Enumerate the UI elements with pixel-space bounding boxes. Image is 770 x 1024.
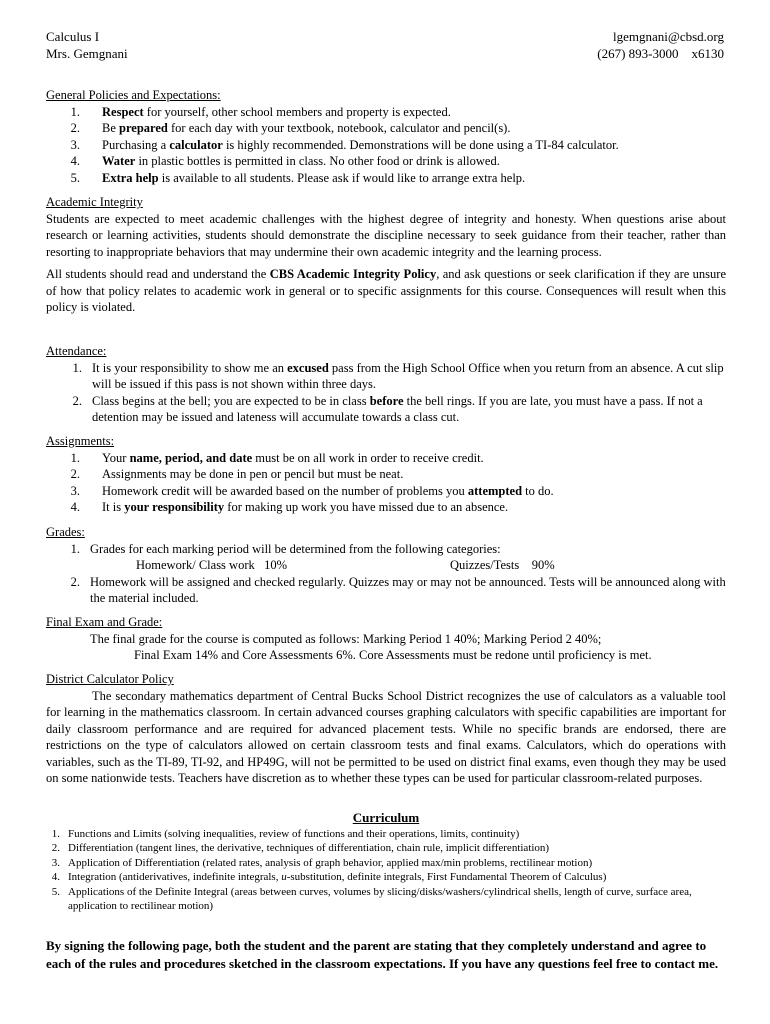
list-item bbox=[46, 360, 726, 393]
integrity-heading: Academic Integrity bbox=[46, 195, 143, 209]
list-item-text bbox=[68, 842, 549, 854]
list-item-text-pre: Purchasing a bbox=[102, 137, 170, 152]
list-item bbox=[46, 499, 726, 516]
calculator-section bbox=[46, 671, 726, 787]
grades-item-2-text: Homework will be assigned and checked regularly. Quizzes may or may not be announced. Tests will be announced along with the material included. bbox=[90, 574, 726, 605]
list-item-text bbox=[102, 154, 500, 168]
header-right bbox=[597, 28, 724, 62]
attendance-section bbox=[46, 343, 726, 426]
policies-list bbox=[46, 104, 726, 187]
closing-statement: By signing the following page, both the student and the parent are stating that they completely understand and agree to each of the rules and procedures sketched in the classroom expectations. If you have any questions feel free to contact me. bbox=[46, 938, 719, 971]
list-item-emphasis: excused bbox=[287, 360, 329, 375]
policies-heading: General Policies and Expectations: bbox=[46, 88, 221, 102]
final-line-1: The final grade for the course is computed as follows: Marking Period 1 40%; Marking Period 2 40%; bbox=[90, 631, 602, 646]
list-item bbox=[46, 120, 726, 137]
curriculum-section bbox=[46, 810, 726, 914]
list-item-text bbox=[102, 500, 508, 514]
list-item-text-rest: is highly recommended. Demonstrations will be done using a TI-84 calculator. bbox=[222, 137, 619, 152]
calculator-paragraph: The secondary mathematics department of Central Bucks School District recognizes the use of calculators as a valuable tool for learning in the mathematics classroom. In certain advanced courses graphing calculators with specific capabilities are important for daily classroom performance and are required for advanced placement tests. While no specific brands are endorsed, there are restrictions on the type of calculators allowed on certain classroom tests and final exams. Calculators, which do operations with variables, such as the TI-89, TI-92, and HP49G, will not be permitted to be used on district final exams, even though they may be used on some nationwide tests. Teachers have discretion as to whether these types can be used for particular classroom-related purposes. bbox=[46, 688, 726, 785]
list-item-number: 2. bbox=[72, 393, 82, 408]
list-item-number: 2. bbox=[70, 467, 80, 481]
list-item-text bbox=[102, 467, 403, 481]
list-item bbox=[46, 153, 726, 170]
list-item bbox=[46, 170, 726, 187]
final-section bbox=[46, 614, 726, 664]
list-item-text-pre: It is bbox=[102, 500, 125, 514]
attendance-heading: Attendance: bbox=[46, 344, 107, 358]
list-item bbox=[46, 483, 726, 500]
list-item-number: 5. bbox=[70, 170, 80, 185]
teacher-email: lgemgnani@cbsd.org bbox=[612, 29, 724, 44]
list-item-text-rest: for each day with your textbook, notebook, calculator and pencil(s). bbox=[167, 121, 511, 135]
grades-heading: Grades: bbox=[46, 525, 85, 539]
list-item-text bbox=[102, 138, 619, 152]
course-title: Calculus I bbox=[46, 29, 100, 44]
list-item-text-pre: Applications of the Definite Integral (areas between curves, volumes by slicing/disks/washers/cylindrical shells, length of curve, surface area, application to rectilinear motion) bbox=[68, 885, 692, 912]
grades-category-homework: Homework/ Class work 10% bbox=[136, 558, 288, 572]
list-item-text-rest: for making up work you have missed due to an absence. bbox=[224, 500, 509, 514]
curriculum-title: Curriculum bbox=[352, 810, 420, 825]
list-item-text-pre: Integration (antiderivatives, indefinite integrals, bbox=[68, 871, 282, 883]
teacher-name: Mrs. Gemgnani bbox=[46, 46, 128, 61]
calculator-heading: District Calculator Policy bbox=[46, 672, 174, 686]
list-item-emphasis: Extra help bbox=[102, 170, 159, 185]
integrity-paragraph-1: Students are expected to meet academic challenges with the highest degree of integrity and honesty. When questions arise about research or learning activities, students should demonstrate the discipline necessary to seek guidance from their teacher, rather than resorting to inappropriate behaviors that may undermine their own academic integrity and the learning process. bbox=[46, 211, 726, 259]
list-item-number: 4. bbox=[51, 871, 60, 883]
list-item-text-pre: Differentiation (tangent lines, the derivative, techniques of differentiation, chain rule, implicit differentiation) bbox=[68, 842, 550, 854]
curriculum-list bbox=[46, 827, 726, 914]
list-item-text bbox=[102, 451, 484, 465]
list-item-text-pre: Functions and Limits (solving inequalities, review of functions and their operations, limits, continuity) bbox=[68, 827, 520, 840]
list-item-number: 3. bbox=[70, 483, 80, 498]
list-item-text bbox=[92, 361, 724, 392]
teacher-phone: (267) 893-3000 x6130 bbox=[597, 46, 724, 61]
list-item-text-pre: It is your responsibility to show me an bbox=[92, 360, 288, 375]
grades-item-2 bbox=[46, 574, 726, 607]
policies-section bbox=[46, 87, 726, 186]
list-item-text bbox=[68, 871, 606, 883]
list-item-emphasis: attempted bbox=[467, 483, 523, 498]
list-item bbox=[46, 137, 726, 154]
grades-num-1: 1. bbox=[70, 541, 80, 556]
integrity-section bbox=[46, 194, 726, 316]
list-item bbox=[46, 841, 726, 856]
list-item-text bbox=[92, 394, 703, 425]
list-item bbox=[46, 827, 726, 842]
list-item-text bbox=[102, 484, 554, 498]
list-item-emphasis: before bbox=[369, 393, 404, 408]
list-item-text-pre: Be bbox=[102, 121, 120, 135]
list-item bbox=[46, 393, 726, 426]
list-item bbox=[46, 856, 726, 871]
list-item-text bbox=[102, 105, 451, 119]
grades-item-1 bbox=[46, 541, 726, 558]
list-item bbox=[46, 450, 726, 467]
list-item-emphasis: name, period, and date bbox=[129, 450, 253, 465]
list-item-text-pre: Assignments may be done in pen or pencil but must be neat. bbox=[102, 467, 404, 481]
list-item-text-rest: for yourself, other school members and property is expected. bbox=[143, 104, 451, 119]
list-item-text-rest: must be on all work in order to receive credit. bbox=[252, 450, 484, 465]
integrity-policy-name: CBS Academic Integrity Policy bbox=[269, 267, 437, 281]
grades-categories bbox=[46, 557, 726, 574]
list-item-text-rest: the bell rings. If you are late, you must have a pass. If not a detention may be issued and lateness will accumulate towards a class cut. bbox=[92, 393, 703, 424]
list-item-italic: u bbox=[281, 871, 287, 883]
grades-num-2: 2. bbox=[70, 574, 80, 589]
list-item-text bbox=[68, 886, 692, 913]
list-item-text-pre: Homework credit will be awarded based on the number of problems you bbox=[102, 483, 468, 498]
list-item-emphasis: prepared bbox=[119, 121, 168, 135]
list-item-text-rest: in plastic bottles is permitted in class. No other food or drink is allowed. bbox=[135, 154, 500, 168]
final-heading: Final Exam and Grade: bbox=[46, 615, 163, 629]
list-item-text bbox=[68, 857, 592, 869]
assignments-section bbox=[46, 433, 726, 516]
list-item-text-pre: Application of Differentiation (related rates, analysis of graph behavior, applied max/min problems, rectilinear motion) bbox=[68, 856, 593, 869]
list-item-number: 1. bbox=[70, 104, 80, 119]
grades-item-1-text: Grades for each marking period will be determined from the following categories: bbox=[90, 541, 501, 556]
list-item-emphasis: Respect bbox=[102, 104, 144, 119]
list-item-number: 2. bbox=[51, 842, 60, 854]
list-item-text bbox=[102, 121, 510, 135]
attendance-list bbox=[46, 360, 726, 426]
list-item-text bbox=[68, 828, 519, 840]
list-item bbox=[46, 885, 726, 914]
grades-category-tests: Quizzes/Tests 90% bbox=[450, 558, 555, 572]
list-item-text-rest: pass from the High School Office when you return from an absence. A cut slip will be issued if this pass is not shown within three days. bbox=[92, 360, 724, 391]
list-item bbox=[46, 104, 726, 121]
assignments-heading: Assignments: bbox=[46, 434, 115, 448]
list-item-text-pre: Class begins at the bell; you are expected to be in class bbox=[92, 393, 370, 408]
list-item-text-pre: Your bbox=[102, 450, 130, 465]
list-item bbox=[46, 870, 726, 885]
list-item-text bbox=[102, 171, 525, 185]
list-item-number: 1. bbox=[70, 450, 80, 465]
list-item-text-rest: is available to all students. Please ask if would like to arrange extra help. bbox=[158, 170, 526, 185]
list-item-number: 1. bbox=[72, 360, 82, 375]
list-item-number: 3. bbox=[70, 137, 80, 152]
grades-section bbox=[46, 524, 726, 607]
integrity-paragraph-2 bbox=[46, 266, 726, 316]
list-item-emphasis: Water bbox=[102, 154, 136, 168]
integrity-p2-pre: All students should read and understand the bbox=[46, 267, 270, 281]
list-item-emphasis: your responsibility bbox=[124, 500, 225, 514]
list-item-text-rest: -substitution, definite integrals, First Fundamental Theorem of Calculus) bbox=[286, 871, 607, 883]
integrity-p2-rest: , and ask questions or seek clarification if they are unsure of how that policy relates to academic work in general or to specific assignments for this course. Consequences will result when this policy is violated. bbox=[46, 267, 726, 314]
list-item-number: 3. bbox=[51, 856, 60, 869]
list-item-number: 2. bbox=[70, 121, 80, 135]
assignments-list bbox=[46, 450, 726, 516]
list-item-number: 5. bbox=[51, 885, 60, 898]
list-item-number: 1. bbox=[51, 827, 60, 840]
list-item-number: 4. bbox=[70, 154, 80, 168]
list-item-number: 4. bbox=[70, 500, 80, 514]
final-line-2: Final Exam 14% and Core Assessments 6%. Core Assessments must be redone until proficiency is met. bbox=[134, 648, 652, 662]
header-left bbox=[46, 28, 128, 62]
list-item bbox=[46, 466, 726, 483]
list-item-emphasis: calculator bbox=[169, 137, 223, 152]
list-item-text-rest: to do. bbox=[522, 483, 554, 498]
